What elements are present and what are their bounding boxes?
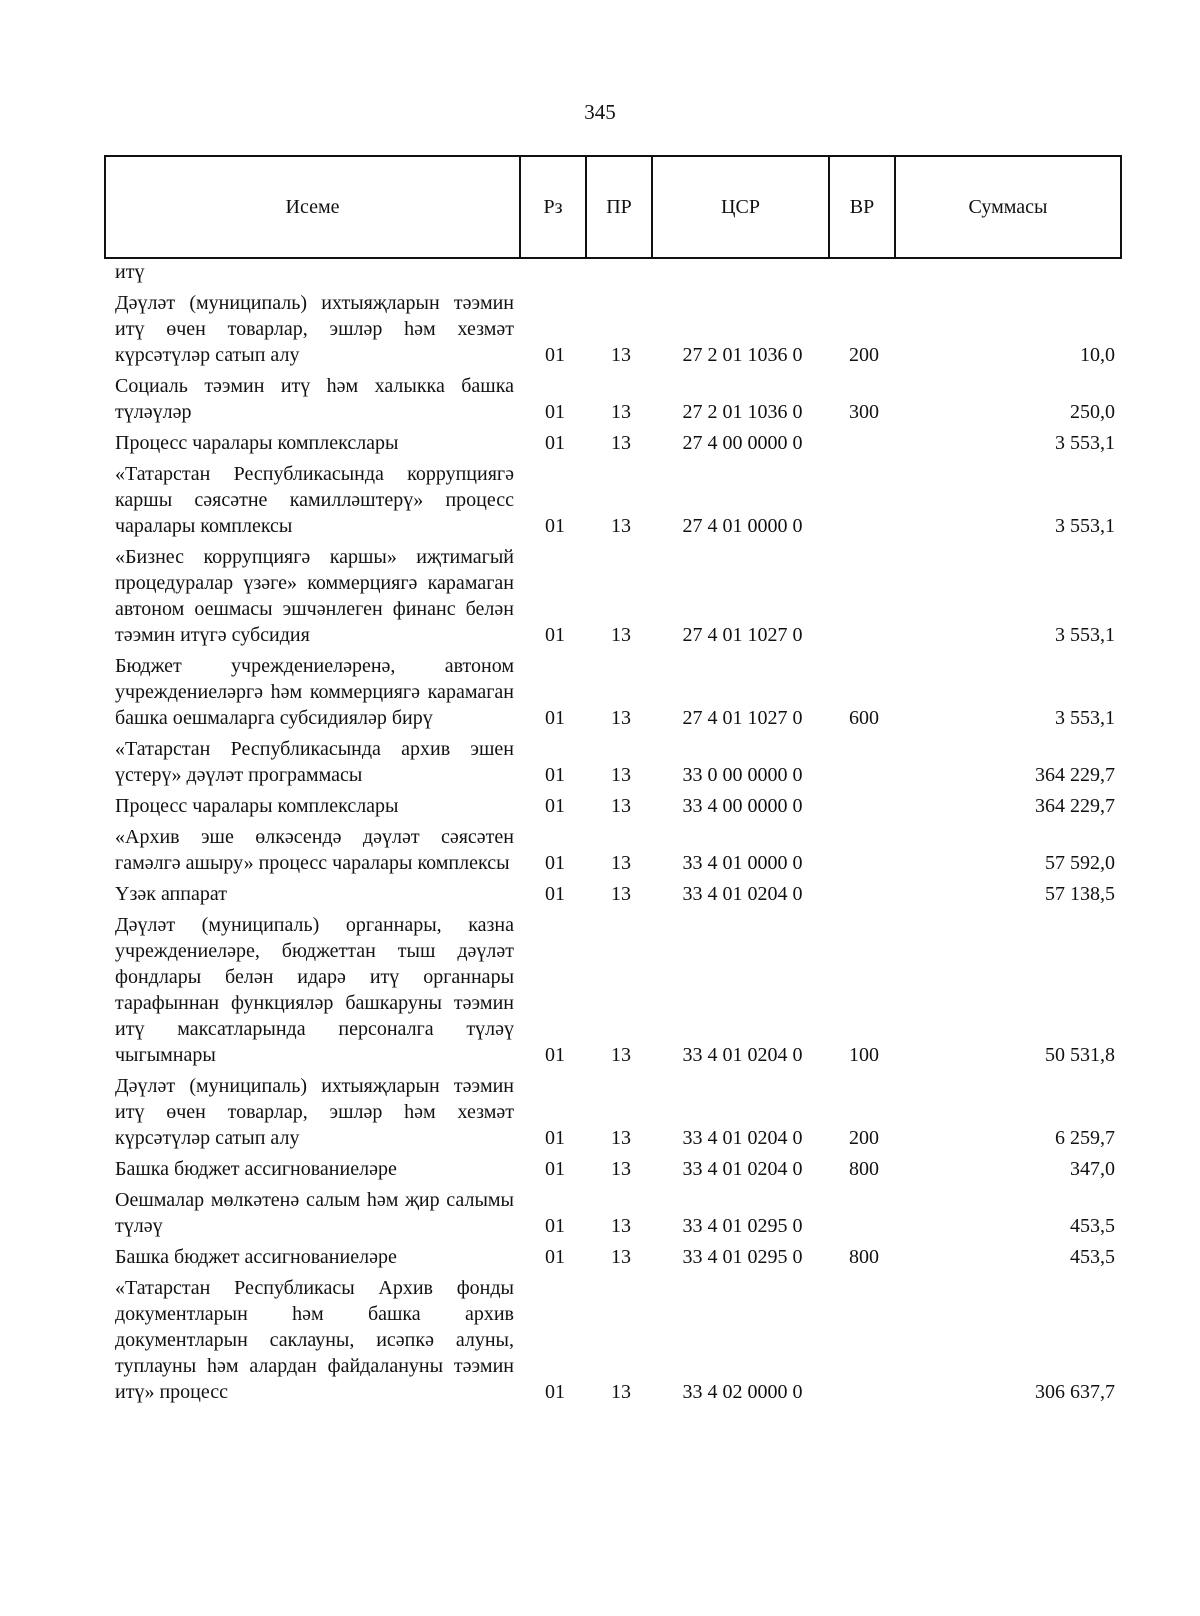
continuation-row — [105, 258, 1121, 288]
row-vr: 800 — [849, 1158, 879, 1180]
row-name: Дәүләт (муниципаль) ихтыяҗларын тәэмин итү өчен товарлар, эшләр һәм хезмәт күрсәтүләр сатып алу — [115, 292, 514, 366]
row-rz: 01 — [545, 883, 565, 905]
row-name: «Бизнес коррупциягә каршы» иҗтимагый процедуралар үзәге» коммерциягә карамаган автоном оешмасы эшчәнлеген финанс белән тәэмин итүгә субсидия — [115, 546, 514, 646]
row-rz: 01 — [545, 401, 565, 423]
header-csr: ЦСР — [652, 156, 829, 258]
table-row — [105, 791, 1121, 822]
table-header-row — [105, 156, 1121, 258]
table-row — [105, 910, 1121, 1071]
row-csr: 27 4 01 0000 0 — [682, 515, 803, 537]
row-name: Дәүләт (муниципаль) ихтыяҗларын тәэмин итү өчен товарлар, эшләр һәм хезмәт күрсәтүләр сатып алу — [115, 1075, 514, 1149]
table-row — [105, 542, 1121, 651]
row-rz: 01 — [545, 432, 565, 454]
row-pr: 13 — [611, 852, 631, 874]
row-rz: 01 — [545, 1381, 565, 1403]
row-csr: 27 4 01 1027 0 — [682, 624, 803, 646]
row-pr: 13 — [611, 1158, 631, 1180]
row-sum: 364 229,7 — [1035, 795, 1115, 817]
row-pr: 13 — [611, 1127, 631, 1149]
row-csr: 33 4 01 0204 0 — [682, 1158, 803, 1180]
table-row — [105, 1273, 1121, 1408]
table-row — [105, 1071, 1121, 1154]
header-rz: Рз — [520, 156, 586, 258]
row-csr: 33 4 01 0295 0 — [682, 1215, 803, 1237]
header-vr: ВР — [829, 156, 895, 258]
row-name: Башка бюджет ассигнованиеләре — [115, 1246, 397, 1268]
row-rz: 01 — [545, 707, 565, 729]
continuation-text: итү — [115, 261, 145, 283]
row-pr: 13 — [611, 432, 631, 454]
row-name: Социаль тәэмин итү һәм халыкка башка түләүләр — [115, 375, 514, 423]
row-sum: 3 553,1 — [1055, 624, 1115, 646]
row-csr: 33 4 01 0204 0 — [682, 1044, 803, 1066]
row-csr: 33 4 01 0204 0 — [682, 1127, 803, 1149]
table-row — [105, 428, 1121, 459]
row-name: Үзәк аппарат — [115, 883, 227, 905]
row-sum: 57 138,5 — [1045, 883, 1115, 905]
row-sum: 50 531,8 — [1045, 1044, 1115, 1066]
row-pr: 13 — [611, 1381, 631, 1403]
row-sum: 10,0 — [1080, 344, 1115, 366]
row-pr: 13 — [611, 707, 631, 729]
row-name: Оешмалар мөлкәтенә салым һәм җир салымы түләү — [115, 1189, 514, 1237]
row-sum: 306 637,7 — [1035, 1381, 1115, 1403]
row-pr: 13 — [611, 1246, 631, 1268]
row-pr: 13 — [611, 401, 631, 423]
row-sum: 453,5 — [1070, 1215, 1115, 1237]
table-row — [105, 734, 1121, 791]
row-rz: 01 — [545, 1215, 565, 1237]
row-csr: 33 4 01 0204 0 — [682, 883, 803, 905]
table-row — [105, 822, 1121, 879]
row-csr: 33 0 00 0000 0 — [682, 764, 803, 786]
row-csr: 27 2 01 1036 0 — [682, 401, 803, 423]
row-pr: 13 — [611, 1215, 631, 1237]
row-pr: 13 — [611, 344, 631, 366]
row-rz: 01 — [545, 1127, 565, 1149]
row-rz: 01 — [545, 344, 565, 366]
row-vr: 200 — [849, 1127, 879, 1149]
row-csr: 33 4 02 0000 0 — [682, 1381, 803, 1403]
row-vr — [829, 542, 895, 651]
row-sum: 3 553,1 — [1055, 707, 1115, 729]
row-rz: 01 — [545, 515, 565, 537]
row-name: Процесс чаралары комплекслары — [115, 432, 399, 454]
row-name: Дәүләт (муниципаль) органнары, казна учреждениеләре, бюджеттан тыш дәүләт фондлары белән идарә итү органнары тарафыннан функцияләр башкаруны тәэмин итү максатларында персоналга түләү чыгымнары — [115, 914, 514, 1066]
row-csr: 33 4 01 0000 0 — [682, 852, 803, 874]
row-sum: 347,0 — [1070, 1158, 1115, 1180]
row-vr — [829, 791, 895, 822]
row-pr: 13 — [611, 883, 631, 905]
row-rz: 01 — [545, 1246, 565, 1268]
row-rz: 01 — [545, 1044, 565, 1066]
row-vr — [829, 734, 895, 791]
table-row — [105, 1185, 1121, 1242]
row-rz: 01 — [545, 1158, 565, 1180]
row-rz: 01 — [545, 852, 565, 874]
table-row — [105, 288, 1121, 371]
header-sum: Суммасы — [895, 156, 1121, 258]
row-sum: 250,0 — [1070, 401, 1115, 423]
row-vr: 600 — [849, 707, 879, 729]
row-sum: 453,5 — [1070, 1246, 1115, 1268]
table-row — [105, 879, 1121, 910]
row-sum: 3 553,1 — [1055, 432, 1115, 454]
row-vr: 100 — [849, 1044, 879, 1066]
row-vr — [829, 428, 895, 459]
row-rz: 01 — [545, 795, 565, 817]
row-pr: 13 — [611, 795, 631, 817]
row-vr: 200 — [849, 344, 879, 366]
header-name: Исеме — [105, 156, 520, 258]
row-vr: 800 — [849, 1246, 879, 1268]
header-pr: ПР — [586, 156, 652, 258]
row-pr: 13 — [611, 764, 631, 786]
row-vr — [829, 1273, 895, 1408]
row-vr — [829, 459, 895, 542]
row-sum: 3 553,1 — [1055, 515, 1115, 537]
row-csr: 33 4 01 0295 0 — [682, 1246, 803, 1268]
row-name: «Татарстан Республикасы Архив фонды документларын һәм башка архив документларын саклауны, исәпкә алуны, туплауны һәм алардан файдалануны тәэмин итү» процесс — [115, 1277, 514, 1403]
row-csr: 27 2 01 1036 0 — [682, 344, 803, 366]
row-rz: 01 — [545, 624, 565, 646]
page-number: 345 — [584, 100, 616, 124]
row-sum: 364 229,7 — [1035, 764, 1115, 786]
row-vr — [829, 1185, 895, 1242]
row-rz: 01 — [545, 764, 565, 786]
row-vr — [829, 822, 895, 879]
row-vr — [829, 879, 895, 910]
row-name: «Татарстан Республикасында коррупциягә каршы сәясәтне камилләштерү» процесс чаралары комплексы — [115, 463, 514, 537]
table-row — [105, 1242, 1121, 1273]
row-name: Башка бюджет ассигнованиеләре — [115, 1158, 397, 1180]
row-csr: 27 4 00 0000 0 — [682, 432, 803, 454]
table-row — [105, 651, 1121, 734]
table-row — [105, 1154, 1121, 1185]
row-pr: 13 — [611, 515, 631, 537]
row-sum: 57 592,0 — [1045, 852, 1115, 874]
row-csr: 33 4 00 0000 0 — [682, 795, 803, 817]
row-sum: 6 259,7 — [1055, 1127, 1115, 1149]
row-name: «Татарстан Республикасында архив эшен үстерү» дәүләт программасы — [115, 738, 514, 786]
row-vr: 300 — [849, 401, 879, 423]
row-name: «Архив эше өлкәсендә дәүләт сәясәтен гамәлгә ашыру» процесс чаралары комплексы — [115, 826, 514, 874]
row-csr: 27 4 01 1027 0 — [682, 707, 803, 729]
table-row — [105, 371, 1121, 428]
table-row — [105, 459, 1121, 542]
row-name: Бюджет учреждениеләренә, автоном учреждениеләргә һәм коммерциягә карамаган башка оешмаларга субсидияләр бирү — [115, 655, 514, 729]
row-pr: 13 — [611, 1044, 631, 1066]
row-pr: 13 — [611, 624, 631, 646]
budget-table — [104, 155, 1122, 1408]
row-name: Процесс чаралары комплекслары — [115, 795, 399, 817]
